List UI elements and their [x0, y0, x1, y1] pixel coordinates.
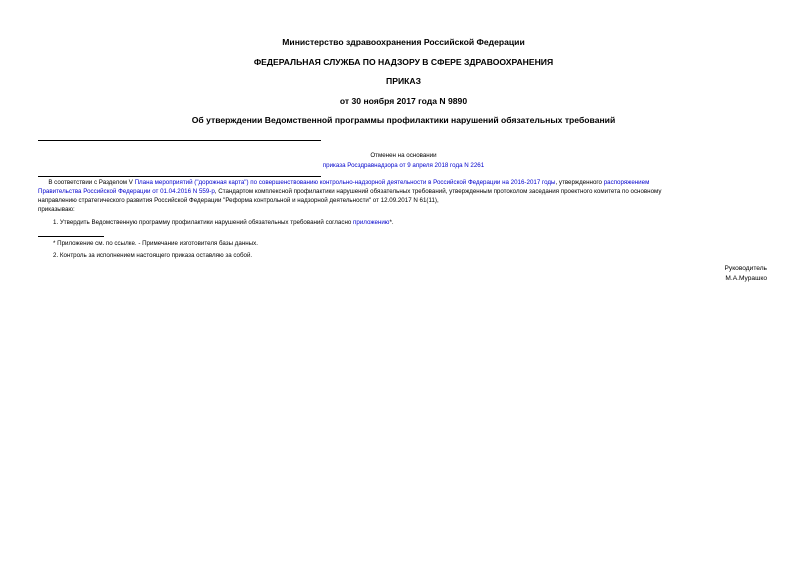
preamble-line-2 — [38, 188, 661, 197]
preamble-text-1: В соответствии с Разделом V — [48, 179, 135, 186]
appendix-link[interactable]: приложению — [353, 219, 390, 226]
roadmap-plan-link[interactable]: Плана мероприятий ("дорожная карта") по совершенствованию контрольно-надзорной деятельности в Российской Федерации на 2016-2017 годы — [134, 179, 556, 186]
document-subject: Об утверждении Ведомственной программы профилактики нарушений обязательных требований — [191, 115, 616, 125]
signature-title: Руководитель — [724, 265, 767, 272]
preamble-line-3: направлению стратегического развития Российской Федерации "Реформа контрольной и надзорной деятельности" от 12.09.2017 N 61(11), — [38, 197, 439, 204]
indent-space — [38, 179, 48, 186]
preamble-text-2: , утвержденного — [555, 179, 604, 186]
item-1-asterisk: *. — [389, 219, 394, 226]
preamble-line-1 — [38, 179, 649, 188]
government-decree-link[interactable]: Правительства Российской Федерации от 01.04.2016 N 559-р — [38, 188, 215, 195]
separator-line-top — [38, 140, 321, 141]
separator-line-bottom — [38, 176, 321, 177]
document-type: ПРИКАЗ — [386, 76, 421, 86]
decree-link[interactable]: распоряжением — [603, 179, 650, 186]
footnote: * Приложение см. по ссылке. - Примечание изготовителя базы данных. — [53, 240, 258, 247]
order-word: приказываю: — [38, 206, 75, 213]
item-2: 2. Контроль за исполнением настоящего приказа оставляю за собой. — [53, 252, 253, 259]
item-1 — [53, 219, 394, 228]
ministry-title: Министерство здравоохранения Российской Федерации — [282, 37, 525, 47]
signature-name: М.А.Мурашко — [725, 275, 767, 282]
preamble-text-3: , Стандартом комплексной профилактики нарушений обязательных требований, утвержденным протоколом заседания проектного комитета по основному — [214, 188, 662, 195]
document-date-number: от 30 ноября 2017 года N 9890 — [339, 96, 468, 106]
status-note-link[interactable]: приказа Росздравнадзора от 9 апреля 2018 года N 2261 — [322, 162, 485, 169]
service-title: ФЕДЕРАЛЬНАЯ СЛУЖБА ПО НАДЗОРУ В СФЕРЕ ЗДРАВООХРАНЕНИЯ — [253, 57, 554, 67]
footnote-separator — [38, 236, 104, 237]
item-1-text: 1. Утвердить Ведомственную программу профилактики нарушений обязательных требований согласно — [53, 219, 354, 226]
status-note-label: Отменен на основании — [370, 152, 437, 159]
